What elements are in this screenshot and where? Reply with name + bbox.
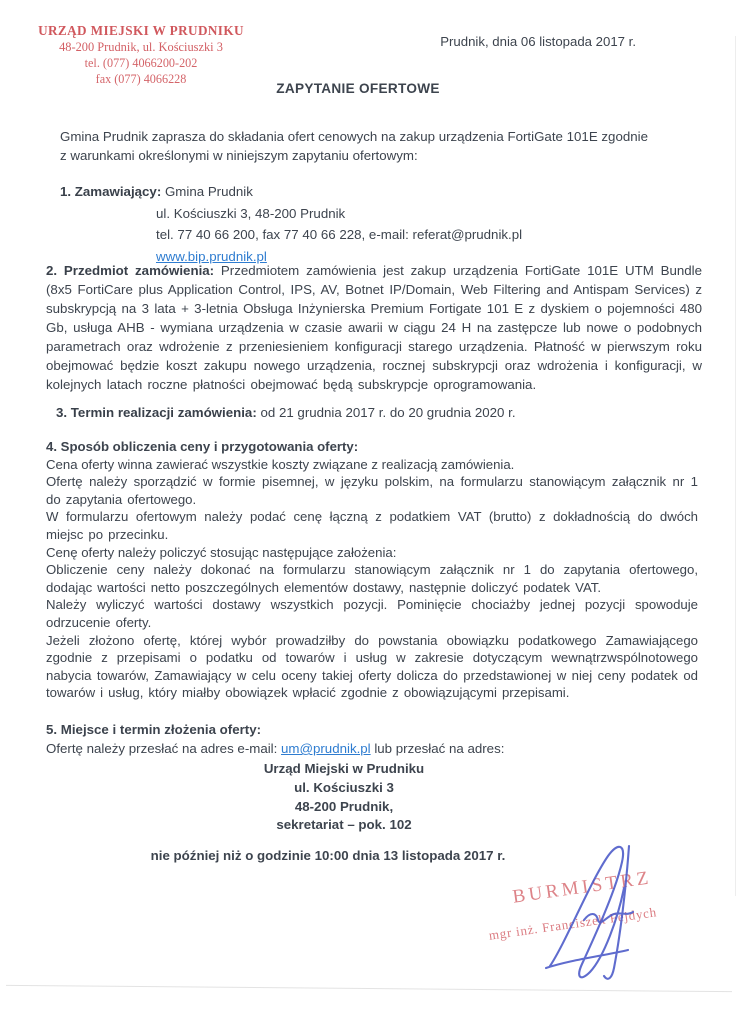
stamp-office-name: URZĄD MIEJSKI W PRUDNIKU	[38, 23, 244, 38]
buyer-address: ul. Kościuszki 3, 48-200 Prudnik	[156, 205, 346, 221]
document-date: Prudnik, dnia 06 listopada 2017 r.	[440, 34, 636, 49]
signature-area	[486, 848, 726, 988]
section-1-zamawiajacy	[60, 181, 660, 267]
section-3-termin	[56, 403, 696, 422]
section-1-line	[60, 181, 660, 203]
mayor-stamp-name: mgr inż. Franciszek Fejdych	[487, 904, 658, 943]
email-line	[46, 739, 698, 758]
section-4-paragraph: Jeżeli złożono ofertę, której wybór prowadziłby do powstania obowiązku podatkowego Zamawiającego zgodnie z przepisami o podatku od towarów i usług w zakresie dotyczącym wewnątrzwspólnotowego nabycia towarów, Zamawiający w celu oceny takiej oferty dolicza do przedstawionej w niej ceny podatek od towarów i usług, który miałby obowiązek wpłacić zgodnie z obowiązującymi przepisami.	[46, 632, 698, 701]
section-3-value: od 21 grudnia 2017 r. do 20 grudnia 2020 r.	[256, 405, 516, 420]
scan-edge-shadow	[735, 36, 736, 896]
submission-address-line: sekretariat – pok. 102	[276, 817, 412, 833]
submission-address-line: 48-200 Prudnik,	[294, 798, 394, 814]
stamp-office-fax: fax (077) 4066228	[95, 72, 187, 86]
buyer-contact: tel. 77 40 66 200, fax 77 40 66 228, e-mail: referat@prudnik.pl	[156, 227, 523, 242]
document-title: ZAPYTANIE OFERTOWE	[276, 81, 440, 96]
section-1-label: 1. Zamawiający:	[60, 184, 162, 199]
section-3-label: 3. Termin realizacji zamówienia:	[56, 405, 257, 420]
section-1-value: Gmina Prudnik	[161, 184, 253, 199]
section-4-paragraph: Należy wyliczyć wartości dostawy wszystkich pozycji. Pominięcie chociażby jednej pozycji spowoduje odrzucenie oferty.	[46, 597, 698, 630]
section-2-przedmiot	[46, 261, 702, 394]
stamp-office-phone: tel. (077) 4066200-202	[84, 56, 198, 70]
office-header-stamp	[36, 23, 246, 87]
section-4-paragraph: Cenę oferty należy policzyć stosując następujące założenia:	[46, 544, 397, 560]
section-2-label: 2. Przedmiot zamówienia:	[46, 263, 215, 278]
bip-website-link[interactable]: www.bip.prudnik.pl	[156, 248, 267, 264]
section-4-paragraph: Cena oferty winna zawierać wszystkie koszty związane z realizacją zamówienia.	[46, 456, 515, 472]
section-4-sposob-obliczenia	[46, 438, 698, 702]
submission-deadline: nie później niż o godzinie 10:00 dnia 13 listopada 2017 r.	[150, 848, 506, 864]
email-line-prefix: Ofertę należy przesłać na adres e-mail:	[46, 741, 282, 756]
handwritten-signature-icon	[532, 840, 692, 990]
email-link[interactable]: um@prudnik.pl	[281, 741, 371, 756]
section-5-heading: 5. Miejsce i termin złożenia oferty:	[46, 722, 262, 737]
stamp-office-address: 48-200 Prudnik, ul. Kościuszki 3	[59, 40, 223, 54]
section-4-paragraph: Ofertę należy sporządzić w formie pisemnej, w języku polskim, na formularzu stanowiącym załącznik nr 1 do zapytania ofertowego.	[46, 474, 698, 507]
section-4-paragraph: Obliczenie ceny należy dokonać na formularzu stanowiącym załącznik nr 1 do zapytania ofertowego, dodając wartości netto poszczególnych elementów dostawy, następnie doliczyć podatek VAT.	[46, 562, 698, 595]
mayor-stamp-title: BURMISTRZ	[511, 867, 654, 908]
submission-address-line: Urząd Miejski w Prudniku	[263, 761, 425, 776]
section-4-heading: 4. Sposób obliczenia ceny i przygotowania oferty:	[46, 439, 359, 454]
email-line-suffix: lub przesłać na adres:	[370, 741, 505, 756]
submission-address-block	[46, 760, 642, 835]
submission-address-line: ul. Kościuszki 3	[294, 779, 394, 795]
intro-paragraph: Gmina Prudnik zaprasza do składania ofert cenowych na zakup urządzenia FortiGate 101E zgodnie z warunkami określonymi w niniejszym zapytaniu ofertowym:	[60, 129, 648, 163]
section-4-paragraph: W formularzu ofertowym należy podać cenę łączną z podatkiem VAT (brutto) z dokładnością do dwóch miejsc po przecinku.	[46, 509, 698, 542]
section-2-body: Przedmiotem zamówienia jest zakup urządzenia FortiGate 101E UTM Bundle (8x5 FortiCare plus Application Control, IPS, AV, Botnet IP/Domain, Web Filtering and Antispam Services) z subskrypcją na 3 lata + 3-letnia Obsługa Inżynierska Premium Fortigate 101 E z dyskiem o pojemności 480 Gb, usługa AHB - wymiana urządzenia w czasie awarii w ciągu 24 H na zastępcze lub nowe o podobnych parametrach oraz wdrożenie z przeniesieniem konfiguracji starego urządzenia. Płatność w pierwszym roku obejmować będzie koszt zakupu nowego urządzenia, rocznej subskrypcji oraz wdrożenia i konfiguracji, w kolejnych latach roczne płatności obejmować będą subskrypcje oprogramowania.	[46, 263, 703, 392]
